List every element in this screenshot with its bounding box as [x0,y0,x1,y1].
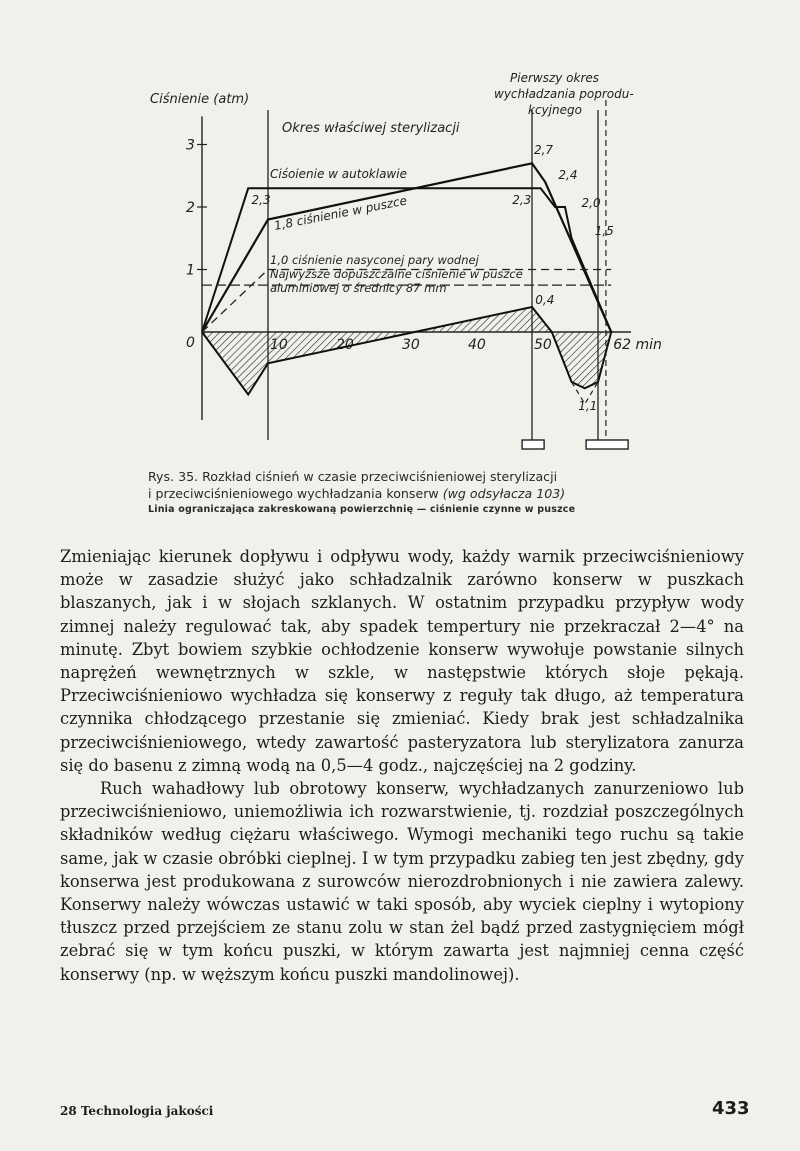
caption-line-1: Rys. 35. Rozkład ciśnień w czasie przeciwciśnieniowej sterylizacji [148,469,558,484]
cooling-period-label-1: Pierwszy okres [510,71,600,85]
footer-signature: 28 Technologia jakości [60,1104,214,1118]
paragraph-1: Zmieniając kierunek dopływu i odpływu wody, każdy warnik przeciwciśnieniowy może w zasadzie służyć jako schładzalnik zarówno konserw w puszkach blaszanych, jak i w słojach szklanych. W ostatnim przypadku przypływ wody zimnej należy regulować tak, aby spadek tempertury nie przekraczał 2—4° na minutę. Zbyt bowiem szybkie ochłodzenie konserw wywołuje powstanie silnych naprężeń wewnętrznych w szkle, w następstwie których słoje pękają. Przeciwciśnieniowo wychładza się konserwy z reguły tak długo, aż temperatura czynnika chłodzącego przestanie się zmieniać. Kiedy brak jest schładzalnika przeciwciśnieniowego, wtedy zawartość pasteryzatora lub sterylizatora zanurza się do basenu z zimną wodą na 0,5—4 godz., najczęściej na 2 godziny. [60,547,744,775]
y-tick-label-1: 1 [186,262,195,279]
data-label-0: 2,3 [251,192,271,207]
caption-line-2-main: i przeciwciśnieniowego wychładzania konserw [148,486,443,501]
y-tick-label-3: 3 [186,137,195,154]
paragraph-2: Ruch wahadłowy lub obrotowy konserw, wychładzanych zanurzeniowo lub przeciwciśnieniowo, uniemożliwia ich rozwarstwienie, tj. rozdział poszczególnych składników według ciężaru właściwego. Wymogi mechaniki tego ruchu są takie same, jak w czasie obróbki cieplnej. I w tym przypadku zabieg ten jest zbędny, gdy konserwa jest produkowana z surowców nierozdrobnionych i nie zawiera zalewy. Konserwy należy wówczas ustawić w taki sposób, aby wyciek cieplny i wytopiony tłuszcz przed przejściem ze stanu zolu w stan żel bądź przed zastygnięciem mógł zebrać się w tym końcu puszki, w którym zawarta jest najmniej cenna część konserwy (np. w węższym końcu puszki mandolinowej). [60,779,744,984]
base-block-left [522,440,544,449]
can-pressure-label: 1,8 ciśnienie w puszce [272,193,409,233]
data-label-2: 2,7 [533,142,554,157]
x-tick-label-62: 62 min [613,337,662,353]
x-tick-label-30: 30 [402,337,420,353]
sterilization-period-label: Okres właściwej sterylizacji [282,121,460,136]
max-allowed-pressure-label-2: aluminiowej o średnicy 87 mm [270,281,447,295]
pressure-chart [0,0,800,465]
data-label-4: 2,0 [581,196,601,210]
x-tick-label-10: 10 [270,337,288,353]
figure-caption [148,468,678,517]
max-allowed-pressure-label-1: Najwyższe dopuszczalne ciśnienie w puszce [270,267,523,281]
x-tick-label-40: 40 [468,337,486,353]
data-label-5: 1,5 [594,224,614,239]
x-tick-label-50: 50 [534,337,552,353]
caption-line-3: Linia ograniczająca zakreskowaną powierzchnię — ciśnienie czynne w puszce [148,504,576,515]
data-label-1: 2,3 [512,192,532,207]
origin-label: 0 [186,335,195,351]
caption-line-2 [148,485,678,502]
page-number: 433 [712,1098,750,1119]
cooling-period-label-2: wychładzania poprodu- [494,87,634,101]
body-text [60,545,744,986]
caption-reference: (wg odsyłacza 103) [442,486,566,501]
cooling-period-label-3: kcyjnego [528,103,582,117]
data-label-3: 2,4 [558,167,578,182]
y-tick-label-2: 2 [186,200,195,216]
x-tick-label-20: 20 [336,337,354,353]
autoclave-pressure-label: Ciśoienie w autoklawie [270,167,407,181]
base-block-right [586,440,628,449]
data-label-7: 1,1 [578,399,598,414]
saturated-steam-label: 1,0 ciśnienie nasyconej pary wodnej [270,253,479,267]
y-axis-label: Ciśnienie (atm) [150,92,250,107]
data-label-6: 0,4 [535,292,555,307]
